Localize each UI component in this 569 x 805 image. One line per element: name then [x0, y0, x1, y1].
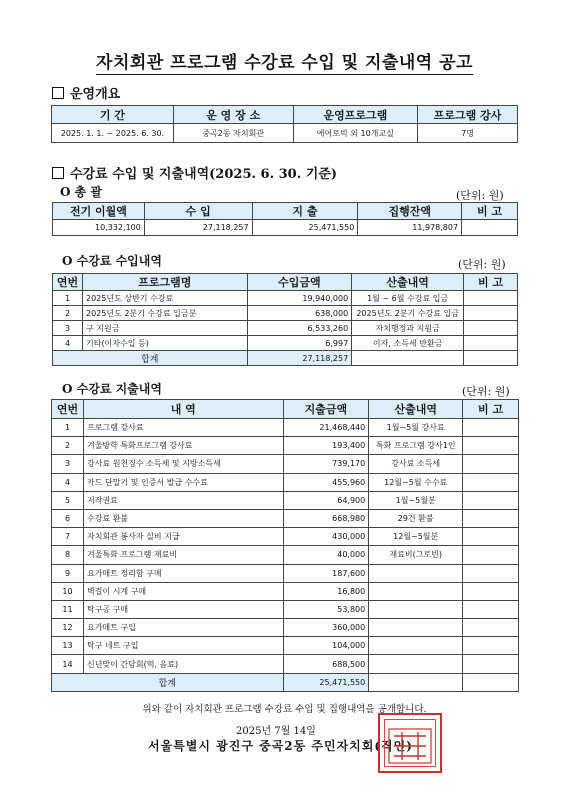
expense-item: 요가매트 정리함 구매: [83, 564, 283, 582]
income-total: 27,118,257: [247, 351, 352, 366]
expense-total-empty: [369, 673, 463, 691]
expense-table: [51, 399, 519, 692]
expense-no: 4: [52, 473, 84, 491]
overview-place: 중곡2동 자치회관: [173, 124, 293, 143]
overview-header: 운영프로그램: [293, 106, 418, 124]
table-row: [52, 564, 519, 582]
expense-item: 저작권료: [83, 491, 283, 509]
overview-header: 운 영 장 소: [173, 106, 293, 124]
income-unit: (단위: 원): [458, 258, 506, 271]
seal-graphic: [386, 726, 434, 766]
expense-item: 자치회관 봉사자 실비 지급: [83, 528, 283, 546]
income-amount: 6,997: [247, 336, 352, 351]
income-no: 3: [53, 321, 83, 336]
summary-balance: 11,978,807: [358, 220, 462, 236]
expense-header: 지출금액: [283, 400, 369, 419]
expense-no: 3: [52, 455, 84, 473]
expense-detail: 12월~5월 수수료: [369, 473, 463, 491]
expense-header: 비 고: [463, 400, 519, 419]
table-row: [52, 491, 519, 509]
income-note: [464, 291, 518, 306]
income-amount: 6,533,260: [247, 321, 352, 336]
table-row: [53, 321, 518, 336]
expense-item: 겨울방학 특화프로그램 강사료: [83, 437, 283, 455]
income-total-row: [53, 351, 518, 366]
summary-carryover: 10,332,100: [53, 220, 145, 236]
expense-detail: 1월~5월분: [369, 491, 463, 509]
expense-detail: 1월~5월 강사료: [369, 419, 463, 437]
expense-no: 11: [52, 600, 84, 618]
income-total-empty: [352, 351, 464, 366]
income-note: [464, 321, 518, 336]
expense-note: [463, 564, 519, 582]
income-total-empty: [464, 351, 518, 366]
summary-income: 27,118,257: [144, 220, 252, 236]
income-program: 2025년도 2분기 수강료 입금분: [82, 306, 247, 321]
expense-amount: 668,980: [283, 509, 369, 527]
income-no: 2: [53, 306, 83, 321]
expense-no: 12: [52, 619, 84, 637]
table-row: [52, 437, 519, 455]
expense-note: [463, 491, 519, 509]
expense-item: 수강료 환불: [83, 509, 283, 527]
expense-no: 9: [52, 564, 84, 582]
income-note: [464, 306, 518, 321]
expense-note: [463, 455, 519, 473]
table-row: [53, 291, 518, 306]
expense-amount: 21,468,440: [283, 419, 369, 437]
expense-item: 카드 단말기 및 인증서 발급 수수료: [83, 473, 283, 491]
expense-header: 산출내역: [369, 400, 463, 419]
expense-detail: [369, 600, 463, 618]
expense-note: [463, 582, 519, 600]
expense-item: 겨울특화 프로그램 재료비: [83, 546, 283, 564]
income-no: 4: [53, 336, 83, 351]
income-detail: 자치행정과 지원금: [352, 321, 464, 336]
income-program: 2025년도 상반기 수강료: [82, 291, 247, 306]
expense-no: 14: [52, 655, 84, 673]
summary-header: 전기 이월액: [53, 203, 145, 220]
income-header: 프로그램명: [82, 274, 247, 291]
expense-note: [463, 473, 519, 491]
table-row: [52, 655, 519, 673]
expense-no: 1: [52, 419, 84, 437]
expense-amount: 40,000: [283, 546, 369, 564]
summary-unit: (단위: 원): [456, 189, 504, 202]
income-label: O 수강료 수입내역: [62, 254, 162, 268]
expense-header: 연번: [52, 400, 84, 419]
notice-date: 2025년 7월 14일: [236, 726, 316, 737]
organization-name: 서울특별시 광진구 중곡2동 주민자치회(직인): [148, 739, 413, 753]
seal-pattern: [384, 719, 436, 767]
table-row: [52, 582, 519, 600]
summary-header: 지 출: [252, 203, 358, 220]
expense-detail: [369, 619, 463, 637]
table-row: [52, 419, 519, 437]
expense-no: 2: [52, 437, 84, 455]
overview-table: [51, 105, 518, 143]
expense-amount: 360,000: [283, 619, 369, 637]
expense-item: 벽걸이 시계 구매: [83, 582, 283, 600]
table-row: [52, 546, 519, 564]
expense-amount: 739,170: [283, 455, 369, 473]
expense-amount: 193,400: [283, 437, 369, 455]
expense-note: [463, 637, 519, 655]
expense-unit: (단위: 원): [462, 385, 510, 398]
expense-total-empty: [463, 673, 519, 691]
table-row: [52, 619, 519, 637]
expense-item: 탁구 네트 구입: [83, 637, 283, 655]
expense-detail: 강사료 소득세: [369, 455, 463, 473]
income-program: 구 지원금: [82, 321, 247, 336]
income-no: 1: [53, 291, 83, 306]
expense-note: [463, 509, 519, 527]
table-row: [53, 336, 518, 351]
expense-amount: 688,500: [283, 655, 369, 673]
expense-amount: 104,000: [283, 637, 369, 655]
expense-amount: 53,800: [283, 600, 369, 618]
income-total-label: 합계: [53, 351, 248, 366]
overview-program: 에어로빅 외 10개교실: [293, 124, 418, 143]
expense-note: [463, 528, 519, 546]
summary-expense: 25,471,550: [252, 220, 358, 236]
overview-instructors: 7명: [418, 124, 518, 143]
public-notice: 위와 같이 자치회관 프로그램 수강료 수입 및 집행내역을 공개합니다.: [142, 704, 427, 715]
income-header: 산출내역: [352, 274, 464, 291]
expense-detail: 특화 프로그램 강사1인: [369, 437, 463, 455]
summary-header: 비 고: [462, 203, 518, 220]
summary-table: [52, 202, 518, 236]
expense-detail: [369, 564, 463, 582]
expense-note: [463, 437, 519, 455]
income-header: 연번: [53, 274, 83, 291]
expense-detail: [369, 655, 463, 673]
expense-no: 7: [52, 528, 84, 546]
section-overview-heading: 운영개요: [52, 83, 120, 102]
expense-detail: 29건 환불: [369, 509, 463, 527]
income-header: 비 고: [464, 274, 518, 291]
expense-amount: 64,900: [283, 491, 369, 509]
income-detail: 2025년도 2분기 수강료 입금: [352, 306, 464, 321]
expense-note: [463, 655, 519, 673]
page-title: 자치회관 프로그램 수강료 수입 및 지출내역 공고: [96, 53, 473, 73]
official-seal-stamp: [378, 713, 442, 773]
summary-header: 집행잔액: [358, 203, 462, 220]
income-table: [52, 273, 518, 366]
expense-note: [463, 619, 519, 637]
table-row: [52, 637, 519, 655]
expense-item: 강사료 원천징수 소득세 및 지방소득세: [83, 455, 283, 473]
expense-amount: 187,600: [283, 564, 369, 582]
expense-label: O 수강료 지출내역: [62, 382, 162, 396]
overview-header: 기 간: [52, 106, 174, 124]
checkbox-square-icon: [52, 87, 64, 99]
summary-note: [462, 220, 518, 236]
table-row: [52, 528, 519, 546]
income-program: 기타(이자수입 등): [82, 336, 247, 351]
expense-no: 5: [52, 491, 84, 509]
checkbox-square-icon: [52, 167, 64, 179]
expense-total: 25,471,550: [283, 673, 369, 691]
summary-header: 수 입: [144, 203, 252, 220]
overview-period: 2025. 1. 1. ~ 2025. 6. 30.: [52, 124, 174, 143]
expense-amount: 16,800: [283, 582, 369, 600]
expense-note: [463, 419, 519, 437]
expense-item: 요가매트 구입: [83, 619, 283, 637]
expense-detail: [369, 637, 463, 655]
income-detail: 1월 ~ 6월 수강료 입금: [352, 291, 464, 306]
table-row: [53, 306, 518, 321]
table-row: [52, 455, 519, 473]
expense-no: 8: [52, 546, 84, 564]
expense-total-label: 합계: [52, 673, 284, 691]
expense-no: 13: [52, 637, 84, 655]
overview-header: 프로그램 강사: [418, 106, 518, 124]
table-row: [52, 473, 519, 491]
income-detail: 이자, 소득세 반환금: [352, 336, 464, 351]
expense-amount: 455,960: [283, 473, 369, 491]
summary-label: O 총 괄: [60, 185, 102, 199]
expense-detail: 재료비(그로빈): [369, 546, 463, 564]
expense-detail: [369, 582, 463, 600]
income-header: 수입금액: [247, 274, 352, 291]
table-row: [52, 600, 519, 618]
expense-amount: 430,000: [283, 528, 369, 546]
expense-item: 프로그램 강사료: [83, 419, 283, 437]
section-finance-heading: 수강료 수입 및 지출내역(2025. 6. 30. 기준): [52, 163, 337, 182]
income-amount: 19,940,000: [247, 291, 352, 306]
expense-item: 탁구공 구매: [83, 600, 283, 618]
expense-no: 10: [52, 582, 84, 600]
income-amount: 638,000: [247, 306, 352, 321]
expense-no: 6: [52, 509, 84, 527]
expense-detail: 12월~5월분: [369, 528, 463, 546]
expense-header: 내 역: [83, 400, 283, 419]
income-note: [464, 336, 518, 351]
expense-total-row: [52, 673, 519, 691]
expense-note: [463, 546, 519, 564]
table-row: [52, 509, 519, 527]
expense-note: [463, 600, 519, 618]
expense-item: 신년맞이 간담회(떡, 음료): [83, 655, 283, 673]
